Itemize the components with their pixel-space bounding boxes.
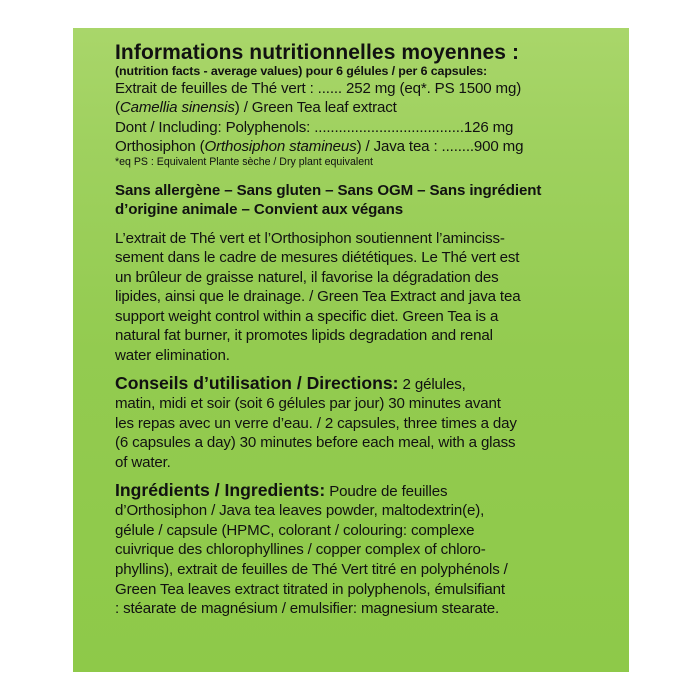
directions-section (115, 374, 611, 473)
directions-line: of water. (115, 454, 171, 472)
ingredients-first-rest: Poudre de feuilles (325, 482, 448, 500)
description-line: support weight control within a specific diet. Green Tea is a (115, 307, 499, 325)
description-line: water elimination. (115, 347, 230, 365)
nutrition-footnote: *eq PS : Equivalent Plante sèche / Dry plant equivalent (115, 156, 373, 169)
ingredients-heading: Ingrédients / Ingredients: (115, 479, 326, 500)
description-line: un brûleur de graisse naturel, il favorise la dégradation des (115, 268, 499, 286)
ingredients-line: : stéarate de magnésium / emulsifier: magnesium stearate. (115, 600, 500, 618)
description-line: sement dans le cadre de mesures diététiques. Le Thé vert est (115, 249, 520, 267)
directions-line: matin, midi et soir (soit 6 gélules par jour) 30 minutes avant (115, 395, 501, 413)
nutrition-row-latin-rest: ) / Green Tea leaf extract (234, 99, 397, 117)
nutrition-section (115, 42, 611, 170)
nutrition-row-polyphenols: Dont / Including: Polyphenols: .....................................126 mg (115, 118, 514, 136)
ingredients-section (115, 481, 611, 619)
latin-name-orthosiphon: Orthosiphon stamineus (204, 137, 357, 155)
ingredients-first-line (115, 481, 611, 502)
ingredients-line: phyllins), extrait de feuilles de Thé Vert titré en polyphénols / (115, 561, 508, 578)
nutrition-title: Informations nutritionnelles moyennes : (115, 41, 520, 64)
latin-name-camellia: Camellia sinensis (119, 99, 235, 117)
description-line: natural fat burner, it promotes lipids degradation and renal (115, 327, 493, 345)
description-section (115, 229, 611, 366)
nutrition-row-green-tea: Extrait de feuilles de Thé vert : ...... 252 mg (eq*. PS 1500 mg) (115, 80, 522, 97)
ingredients-line: cuivrique des chlorophyllines / copper complex of chloro- (115, 541, 486, 559)
allergen-section (115, 181, 611, 220)
orthosiphon-rest: ) / Java tea : ........900 mg (356, 137, 524, 155)
description-line: L’extrait de Thé vert et l’Orthosiphon soutiennent l’aminciss- (115, 229, 505, 247)
label-panel (73, 28, 629, 672)
ingredients-line: Green Tea leaves extract titrated in polyphenols, émulsifiant (115, 580, 505, 598)
allergen-line: Sans allergène – Sans gluten – Sans OGM – Sans ingrédient (115, 181, 542, 199)
nutrition-subtitle: (nutrition facts - average values) pour 6 gélules / per 6 capsules: (115, 64, 488, 78)
ingredients-line: d’Orthosiphon / Java tea leaves powder, maltodextrin(e), (115, 502, 485, 520)
directions-first-line (115, 374, 611, 395)
description-line: lipides, ainsi que le drainage. / Green Tea Extract and java tea (115, 288, 521, 306)
directions-line: les repas avec un verre d’eau. / 2 capsules, three times a day (115, 414, 517, 432)
nutrition-row-latin-name: (Camellia sinensis) / Green Tea leaf extract (115, 99, 397, 117)
directions-line: (6 capsules a day) 30 minutes before each meal, with a glass (115, 434, 516, 452)
directions-first-rest: 2 gélules, (398, 375, 466, 393)
ingredients-line: gélule / capsule (HPMC, colorant / colouring: complexe (115, 521, 475, 539)
directions-heading: Conseils d’utilisation / Directions: (115, 372, 399, 393)
nutrition-row-orthosiphon (115, 137, 611, 156)
allergen-line: d’origine animale – Convient aux végans (115, 201, 403, 219)
orthosiphon-lead: Orthosiphon ( (115, 137, 205, 155)
